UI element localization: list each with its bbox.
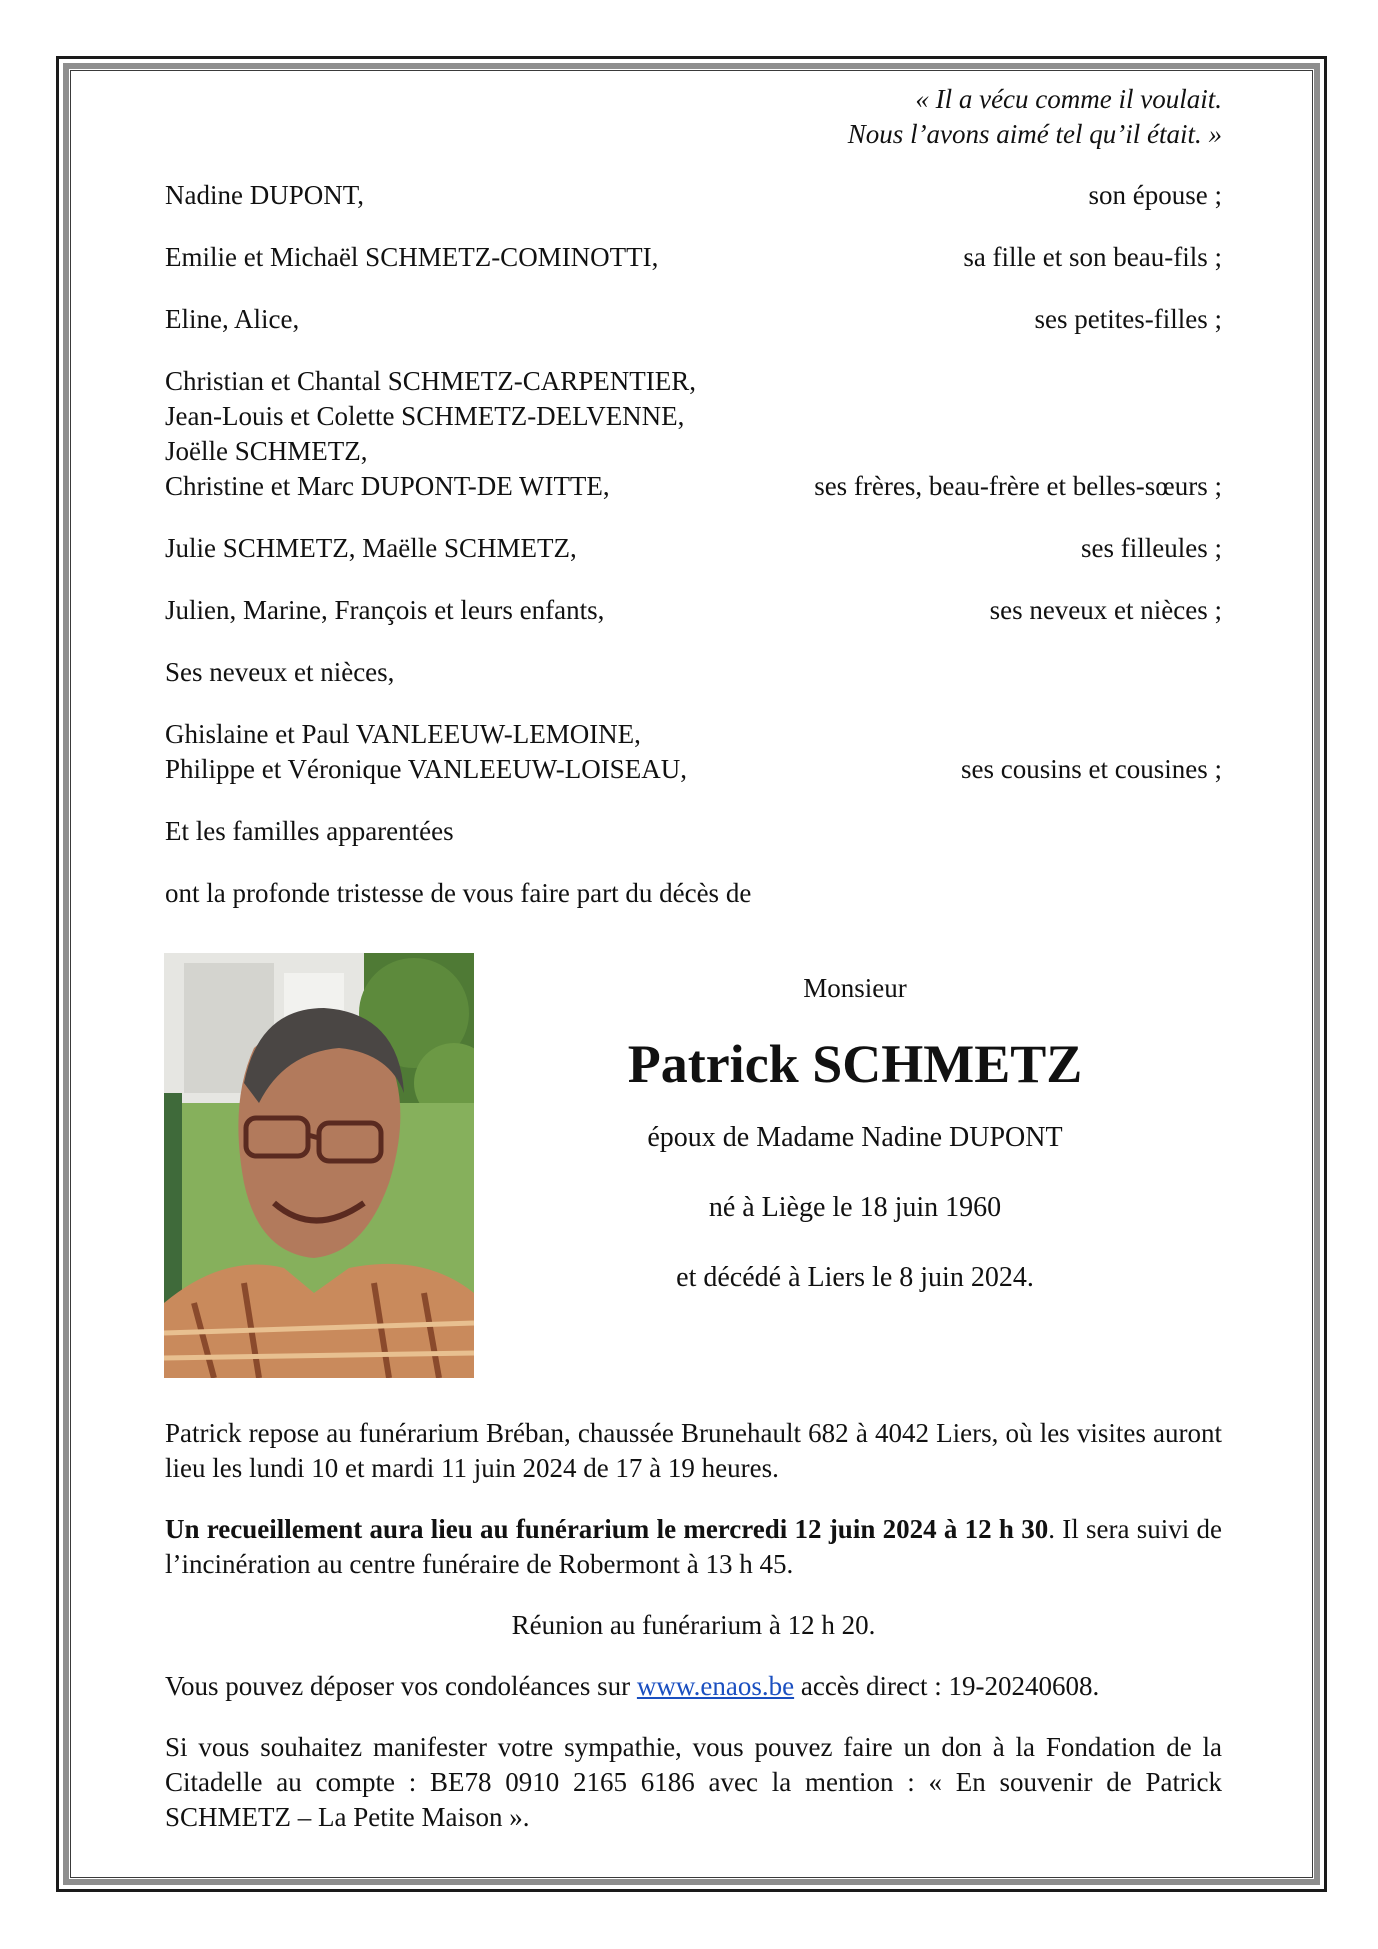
condolences-link[interactable]: www.enaos.be [636,1671,795,1701]
family-entry [165,178,1222,213]
family-relation: ses petites-filles ; [1034,304,1222,334]
family-names: Christian et Chantal SCHMETZ-CARPENTIER, [165,366,696,396]
family-entry [165,717,1222,787]
family-entry [165,531,1222,566]
family-relation: son épouse ; [1088,180,1222,210]
rest-paragraph: Patrick repose au funérarium Bréban, chaussée Brunehault 682 à 4042 Liers, où les visites auront lieu les lundi 10 et mardi 11 juin 2024 de 17 à 19 heures. [165,1418,1222,1483]
epigraph-line-1: « Il a vécu comme il voulait. [915,84,1222,114]
family-names: Eline, Alice, [165,304,300,334]
deceased-title: Monsieur [803,973,907,1003]
meeting-paragraph: Réunion au funérarium à 12 h 20. [511,1610,876,1640]
family-relation: ses filleules ; [1081,533,1222,563]
portrait-photo [164,953,474,1378]
condolences-text: Vous pouvez déposer vos condoléances sur [165,1671,637,1701]
condolences-paragraph [165,1669,1222,1704]
family-names: Christine et Marc DUPONT-DE WITTE, [165,471,610,501]
family-entry [165,655,1222,690]
ceremony-rest: . Il sera suivi de l’incinération au centre funéraire de Robermont à 13 h 45. [165,1514,1223,1579]
deceased-death: et décédé à Liers le 8 juin 2024. [676,1262,1034,1293]
family-names: Julie SCHMETZ, Maëlle SCHMETZ, [165,533,577,563]
deceased-birth: né à Liège le 18 juin 1960 [708,1192,1002,1223]
family-entry [165,240,1222,275]
family-relation: ses neveux et nièces ; [989,595,1222,625]
family-names: Et les familles apparentées [165,816,454,846]
deceased-section [165,953,1222,1378]
donation-paragraph: Si vous souhaitez manifester votre sympathie, vous pouvez faire un don à la Fondation de la Citadelle au compte : BE78 0910 2165 6186 avec la mention : « En souvenir de Patrick SCHMETZ – La Petite Maison ». [165,1732,1222,1832]
family-names: Philippe et Véronique VANLEEUW-LOISEAU, [165,754,687,784]
ceremony-paragraph [165,1512,1222,1582]
family-relation: ses frères, beau-frère et belles-sœurs ; [814,471,1222,501]
family-entry [165,814,1222,849]
family-names: Julien, Marine, François et leurs enfants, [165,595,605,625]
deceased-details [495,953,1215,1296]
funeral-details [165,1416,1222,1835]
family-names: Nadine DUPONT, [165,180,364,210]
ceremony-bold: Un recueillement aura lieu au funérarium le mercredi 12 juin 2024 à 12 h 30 [165,1514,1049,1544]
condolences-code: accès direct : 19-20240608. [794,1671,1100,1701]
family-names: Emilie et Michaël SCHMETZ-COMINOTTI, [165,242,659,272]
deceased-name: Patrick SCHMETZ [627,1034,1083,1094]
announcement-intro: ont la profonde tristesse de vous faire part du décès de [165,878,752,908]
family-names: Ses neveux et nièces, [165,657,395,687]
family-names: Jean-Louis et Colette SCHMETZ-DELVENNE, [165,401,685,431]
obituary-content [165,82,1222,1861]
family-relation: ses cousins et cousines ; [961,754,1222,784]
deceased-spouse: époux de Madame Nadine DUPONT [647,1122,1063,1153]
family-list [165,178,1222,849]
family-entry [165,302,1222,337]
family-entry [165,364,1222,504]
epigraph [165,82,1222,152]
family-entry [165,593,1222,628]
family-names: Ghislaine et Paul VANLEEUW-LEMOINE, [165,719,641,749]
epigraph-line-2: Nous l’avons aimé tel qu’il était. » [847,119,1222,149]
family-names: Joëlle SCHMETZ, [165,436,368,466]
family-relation: sa fille et son beau-fils ; [963,242,1222,272]
